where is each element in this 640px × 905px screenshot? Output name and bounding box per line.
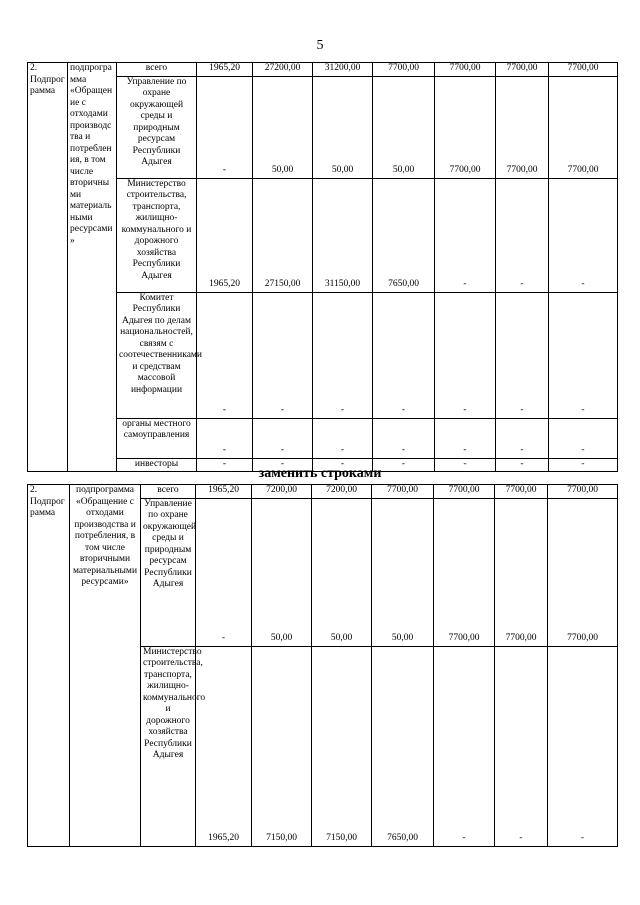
value-cell: - [197,418,253,458]
value-cell: 7700,00 [496,76,549,178]
row-label: Комитет Республики Адыгея по делам национальностей, связям с соотечественниками и средствам массовой информации [117,292,197,418]
value-cell: 7700,00 [373,63,435,77]
value-cell: - [549,292,618,418]
value-cell: - [253,458,313,472]
value-cell: - [197,458,253,472]
value-cell: 50,00 [372,498,434,646]
row-label: всего [141,485,196,499]
value-cell: 50,00 [312,498,372,646]
value-cell: - [435,292,496,418]
value-cell: 7150,00 [252,646,312,846]
value-cell: 7700,00 [495,498,548,646]
value-cell: - [197,76,253,178]
value-cell: 7700,00 [495,485,548,499]
row-label: Министерство строительства, транспорта, жилищно-коммунального и дорожного хозяйства Республики Адыгея [117,178,197,292]
row-label: Министерство строительства, транспорта, жилищно-коммунального и дорожного хозяйства Республики Адыгея [141,646,196,846]
type-text: Подпрограмма [30,496,65,518]
value-cell: 1965,20 [197,63,253,77]
value-cell: - [253,418,313,458]
value-cell: - [496,292,549,418]
value-cell: - [549,458,618,472]
value-cell: 7700,00 [496,63,549,77]
value-cell: 27150,00 [253,178,313,292]
value-cell: - [496,458,549,472]
value-cell: 50,00 [252,498,312,646]
value-cell: 7700,00 [434,485,495,499]
row-label: органы местного самоуправления [117,418,197,458]
value-cell: - [435,458,496,472]
value-cell: 7700,00 [435,76,496,178]
value-cell: 31200,00 [313,63,373,77]
value-cell: 1965,20 [196,485,252,499]
value-cell: - [313,458,373,472]
value-cell: - [197,292,253,418]
value-cell: - [435,178,496,292]
value-cell: - [495,646,548,846]
value-cell: 7200,00 [252,485,312,499]
value-cell: 7150,00 [312,646,372,846]
value-cell: 7700,00 [372,485,434,499]
value-cell: 7200,00 [312,485,372,499]
value-cell: - [373,458,435,472]
subprogram-name-text: подпрограмма «Обращение с отходами производства и потребления, в том числе вторичными материальными ресурсами» [70,63,113,246]
num-text: 2. [30,485,38,495]
value-cell: 7700,00 [548,498,618,646]
value-cell: - [313,418,373,458]
value-cell: - [549,418,618,458]
value-cell: - [313,292,373,418]
value-cell: 7700,00 [435,63,496,77]
value-cell: - [373,418,435,458]
value-cell: - [253,292,313,418]
subprogram-name-text: подпрограмма «Обращение с отходами производства и потребления, в том числе вторичными материальными ресурсами» [72,485,138,587]
subprogram-name [70,485,141,847]
value-cell: 50,00 [313,76,373,178]
value-cell: 31150,00 [313,178,373,292]
table-replacement [27,484,618,847]
value-cell: - [373,292,435,418]
value-cell: 7650,00 [372,646,434,846]
row-label: инвесторы [117,458,197,472]
value-cell: 1965,20 [197,178,253,292]
replace-with-rows-heading: заменить строками [258,466,382,481]
value-cell: 7700,00 [549,76,618,178]
value-cell: 27200,00 [253,63,313,77]
value-cell: 7650,00 [373,178,435,292]
row-label: всего [117,63,197,77]
subprogram-name [68,63,117,472]
value-cell: 7700,00 [549,63,618,77]
value-cell: 7700,00 [548,485,618,499]
value-cell: 7700,00 [434,498,495,646]
row-label: Управление по охране окружающей среды и природным ресурсам Республики Адыгея [141,498,196,646]
page-number: 5 [316,38,324,53]
row-label: Управление по охране окружающей среды и природным ресурсам Республики Адыгея [117,76,197,178]
value-cell: - [548,646,618,846]
value-cell: 1965,20 [196,646,252,846]
num-text: 2. [30,63,38,73]
value-cell: - [496,178,549,292]
value-cell: - [549,178,618,292]
value-cell: 50,00 [253,76,313,178]
value-cell: - [435,418,496,458]
value-cell: 50,00 [373,76,435,178]
value-cell: - [496,418,549,458]
value-cell: - [434,646,495,846]
value-cell: - [196,498,252,646]
table-original [27,62,618,472]
row-number [28,63,68,472]
row-number [28,485,70,847]
type-text: Подпрограмма [30,74,65,96]
